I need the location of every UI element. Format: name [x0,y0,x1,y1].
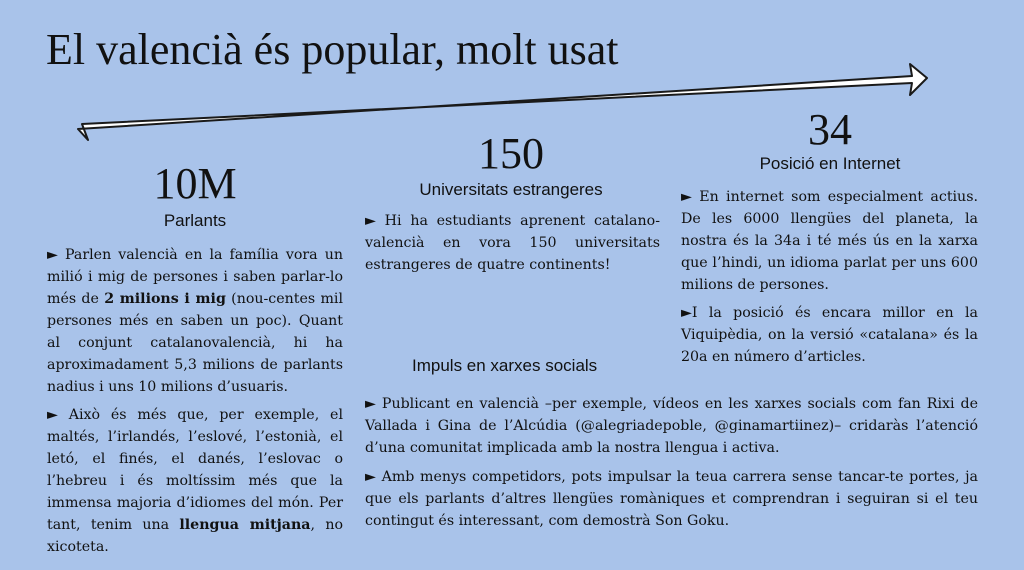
speakers-paragraph-1 [47,244,343,398]
speakers-paragraph-2 [47,404,343,558]
speakers-text-2b: , no xicoteta. [47,517,344,555]
slide-title: El valencià és popular, molt usat [46,25,619,74]
speakers-text-2a: ► Això és més que, per exemple, el maltés, l’irlandés, l’eslové, l’estonià, el letó, el finés, el danés, l’eslovac o l’hebreu i és moltíssim més que la immensa majoria d’idiomes del món. Per tant, tenim una [47,407,343,533]
speakers-text-1a: ► Parlen valencià en la família vora un milió i mig de persones i saben parlar-lo més de [47,247,343,307]
universities-paragraph: ► Hi ha estudiants aprenent catalano-valencià en vora 150 universitats estrangeres de quatre continents! [365,213,660,273]
stat-universities-label: Universitats estrangeres [419,180,603,199]
speakers-bold-2: llengua mitjana [179,517,311,533]
stat-speakers-value: 10M [153,159,237,208]
social-paragraph-1: ► Publicant en valencià –per exemple, vídeos en les xarxes socials com fan Rixi de Vallada i Gina de l’Alcúdia (@alegriadepoble, @ginamartiinez)– cridaràs l’atenció d’una comunitat implicada amb la nostra llengua i activa. [365,396,978,456]
stat-internet-value: 34 [808,105,852,154]
internet-paragraph-2: ►I la posició és encara millor en la Viquipèdia, on la versió «catalana» és la 20a en número d’articles. [681,305,978,365]
stat-speakers-label: Parlants [163,211,227,230]
stat-internet-label: Posició en Internet [759,154,901,173]
social-paragraph-2: ► Amb menys competidors, pots impulsar la teua carrera sense tancar-te portes, ja que els parlants d’altres llengües romàniques et comprendran i seguiran si el teu contingut és interessant, com demostrà Son Goku. [365,469,978,529]
speakers-text-1b: (nou-centes mil persones més en saben un poc). Quant al conjunt catalanovalencià, hi ha aproximadament 5,3 milions de parlants nadius i uns 10 milions d’usuaris. [47,291,343,395]
speakers-bold-1: 2 milions i mig [104,291,226,307]
stat-universities-value: 150 [478,129,544,178]
internet-paragraph-1: ► En internet som especialment actius. De les 6000 llengües del planeta, la nostra és la 34a i té més ús en la xarxa que l’hindi, un idioma parlat per uns 600 milions de persones. [681,189,978,293]
social-heading: Impuls en xarxes socials [412,356,598,375]
